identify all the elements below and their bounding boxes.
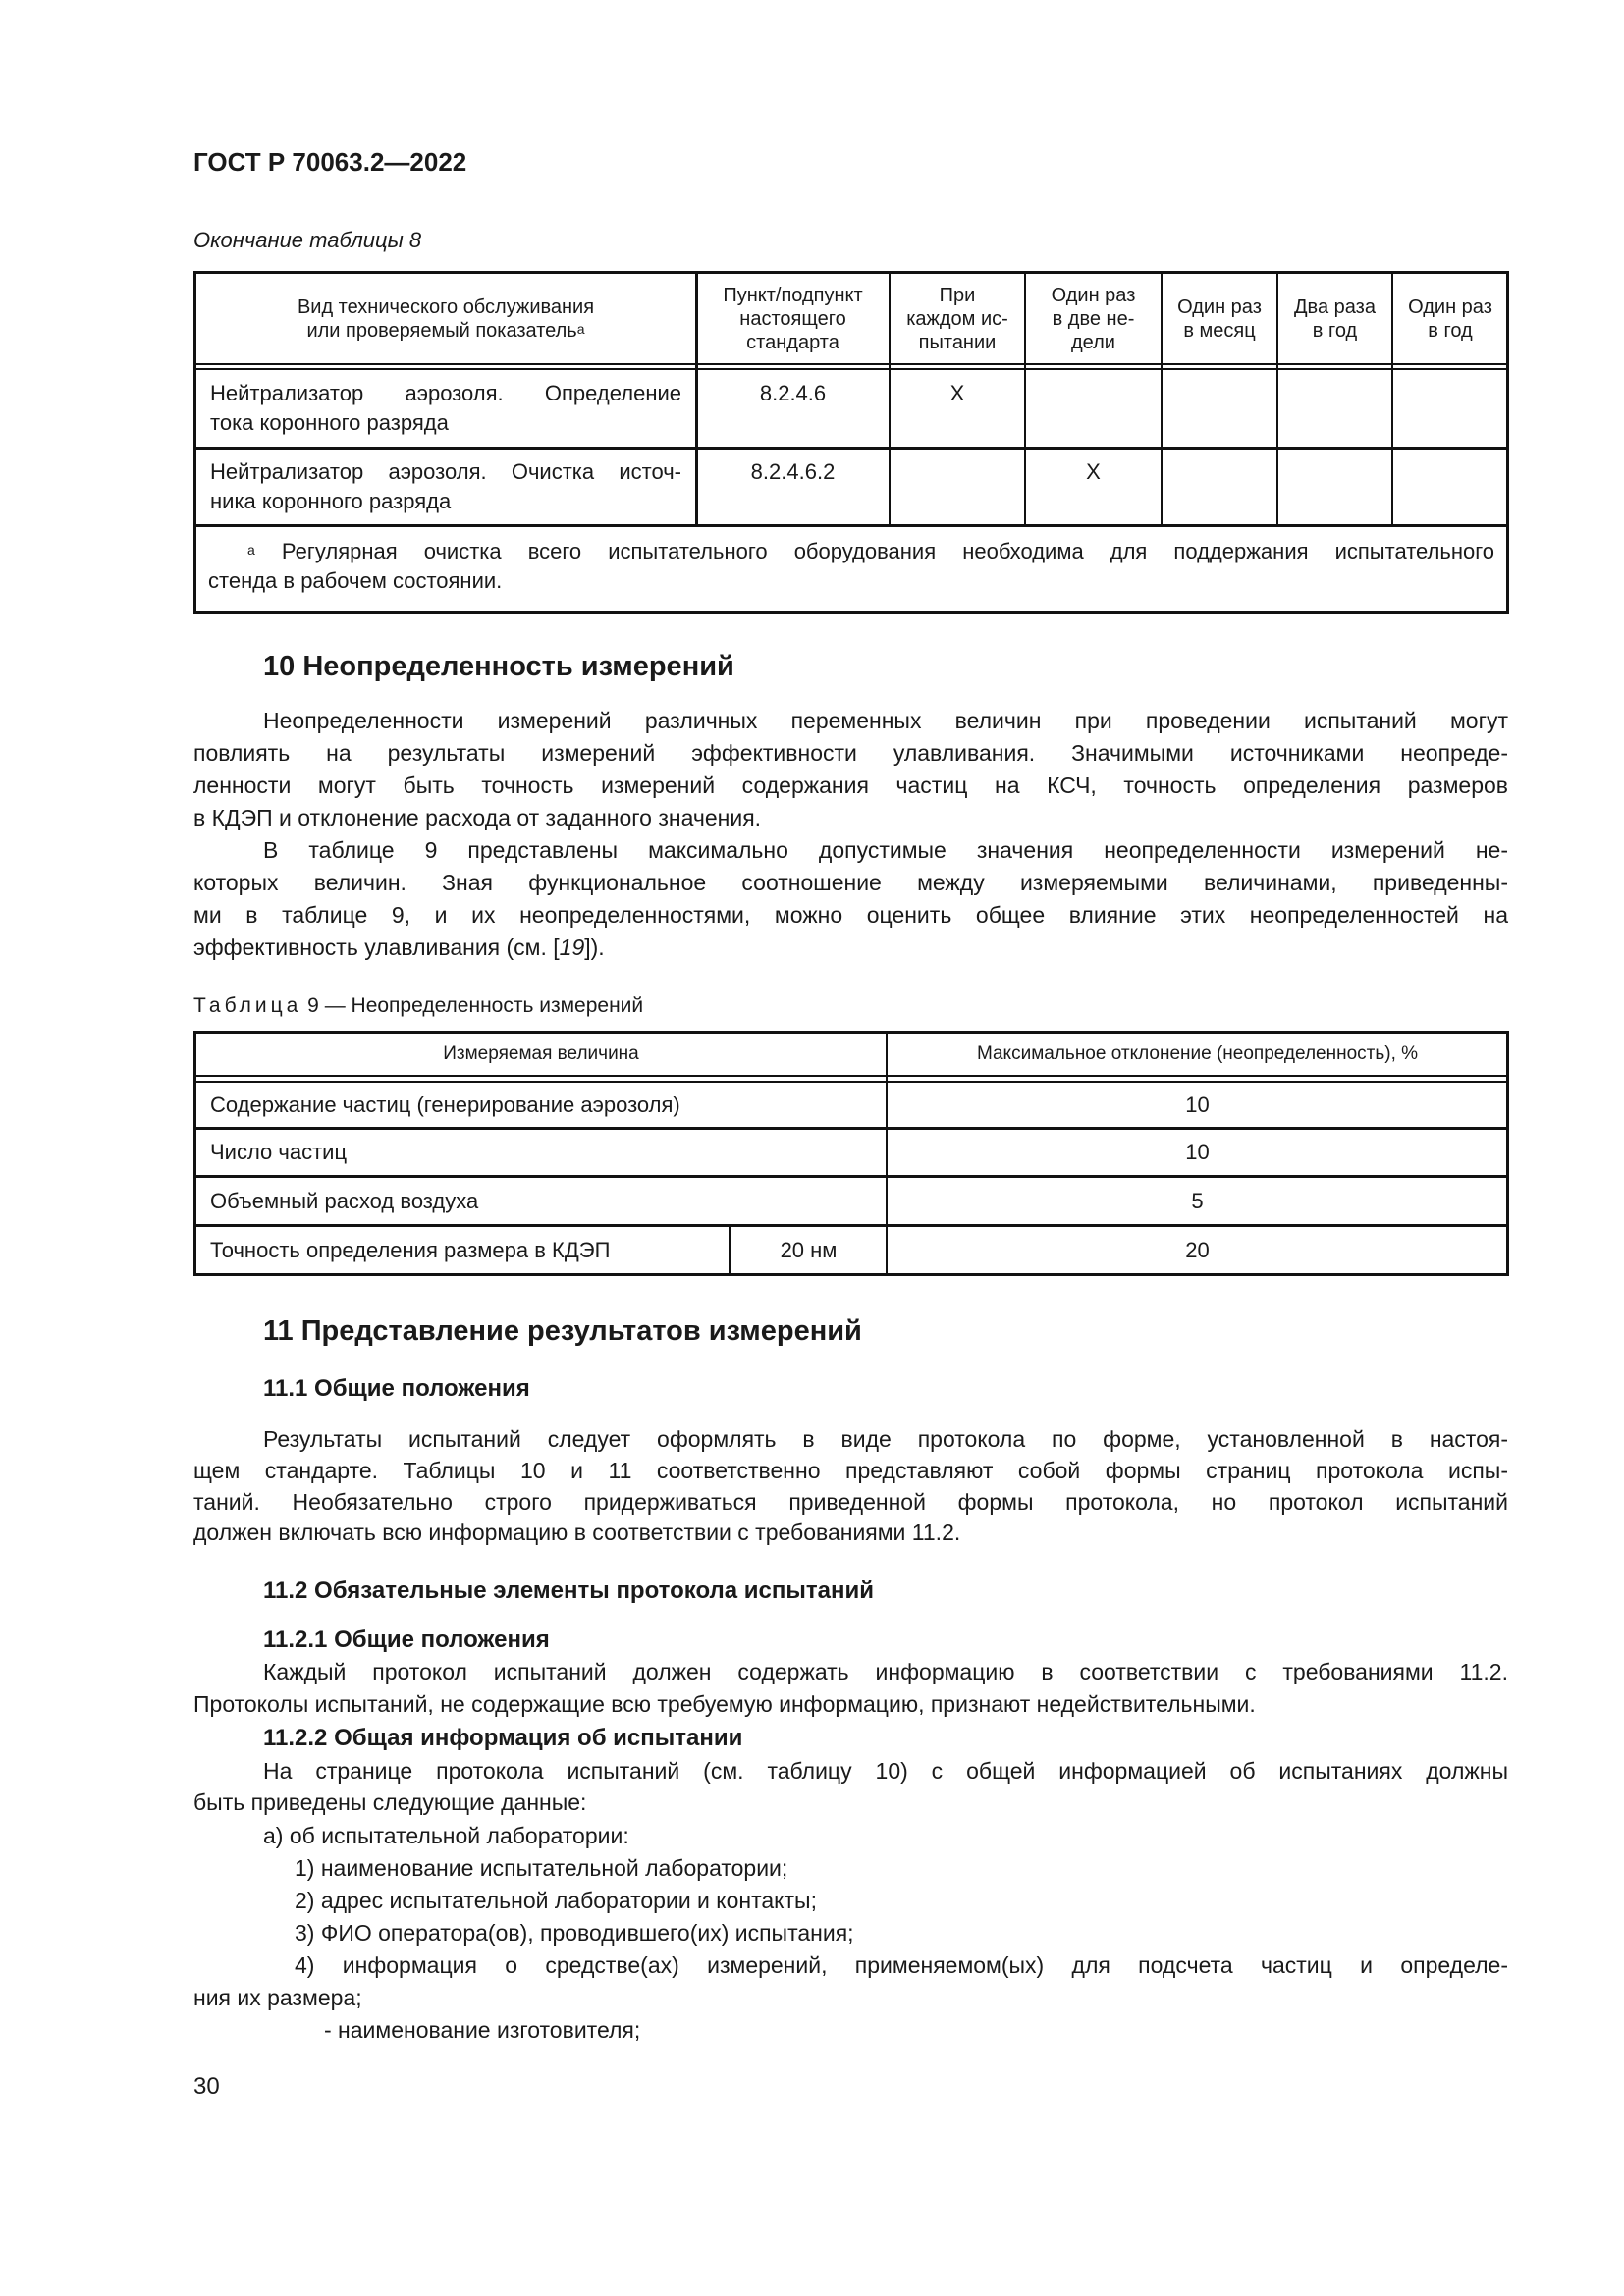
paragraph-line: щем стандарте. Таблицы 10 и 11 соответственно представляют собой формы страниц протокола испы- bbox=[193, 1458, 1508, 1483]
header-text: Вид технического обслуживания bbox=[297, 295, 595, 318]
paragraph-line: Результаты испытаний следует оформлять в виде протокола по форме, установленной в настоя- bbox=[263, 1426, 1508, 1452]
paragraph-line: В таблице 9 представлены максимально допустимые значения неопределенности измерений не- bbox=[263, 837, 1508, 863]
header-text: Два раза bbox=[1294, 295, 1376, 318]
paragraph-line: повлиять на результаты измерений эффективности улавливания. Значимыми источниками неопреде- bbox=[193, 740, 1508, 766]
header-text: дели bbox=[1071, 331, 1115, 353]
table8-header-biweekly bbox=[1026, 274, 1161, 363]
table9-row2-value: 10 bbox=[1185, 1140, 1210, 1164]
paragraph-line: Неопределенности измерений различных переменных величин при проведении испытаний могут bbox=[263, 708, 1508, 733]
table9-row4-value: 20 bbox=[1185, 1237, 1210, 1262]
table8-header-clause bbox=[697, 274, 889, 363]
table8-footnote bbox=[208, 537, 1494, 596]
table8-header-each-test bbox=[891, 274, 1024, 363]
table8-row2-mark-monthly bbox=[1163, 450, 1276, 524]
table8-row2-mark-twice-yearly bbox=[1278, 450, 1391, 524]
cell-text: тока коронного разряда bbox=[210, 410, 449, 435]
header-text: Пункт/подпункт bbox=[723, 284, 863, 306]
document-header: ГОСТ Р 70063.2—2022 bbox=[193, 147, 467, 177]
table8-header-line bbox=[193, 363, 1509, 365]
paragraph-line: которых величин. Зная функциональное соотношение между измеряемыми величинами, приведенны- bbox=[193, 870, 1508, 895]
paragraph-line: На странице протокола испытаний (см. таблицу 10) с общей информацией об испытаниях должны bbox=[263, 1758, 1508, 1784]
section-10-title: 10 Неопределенность измерений bbox=[263, 651, 734, 682]
list-subitem: - наименование изготовителя; bbox=[324, 2017, 641, 2043]
table9-header-line-double bbox=[193, 1081, 1509, 1083]
list-item: 4) информация о средстве(ах) измерений, применяемом(ых) для подсчета частиц и определе- bbox=[295, 1952, 1508, 1978]
table9-row3-value: 5 bbox=[1191, 1188, 1204, 1213]
table9-header-max-deviation: Максимальное отклонение (неопределенность), % bbox=[976, 1043, 1419, 1064]
reference-link: 19 bbox=[559, 934, 585, 960]
paragraph-line: в КДЭП и отклонение расхода от заданного значения. bbox=[193, 805, 762, 830]
table9-header-quantity: Измеряемая величина bbox=[443, 1043, 639, 1064]
table8-header-item bbox=[196, 274, 695, 363]
list-item: 1) наименование испытательной лаборатории; bbox=[295, 1855, 788, 1881]
table8-row1-clause: 8.2.4.6 bbox=[759, 381, 827, 405]
table8-header-monthly bbox=[1163, 274, 1276, 363]
list-item-continuation: ния их размера; bbox=[193, 1985, 362, 2010]
paragraph-line: ми в таблице 9, и их неопределенностями, можно оценить общее влияние этих неопределенностей на bbox=[193, 902, 1508, 928]
footnote-text: Регулярная очистка всего испытательного оборудования необходима для поддержания испытательного bbox=[281, 539, 1494, 563]
header-text: Один раз bbox=[1177, 295, 1262, 318]
table8-row1-mark-monthly bbox=[1163, 371, 1276, 447]
section-11-2-1-title: 11.2.1 Общие положения bbox=[263, 1627, 550, 1653]
page-number: 30 bbox=[193, 2073, 220, 2100]
text: эффективность улавливания (см. [ bbox=[193, 934, 560, 960]
text: ]). bbox=[584, 934, 605, 960]
header-text: в две не- bbox=[1052, 307, 1135, 330]
table8-row1-mark-twice-yearly bbox=[1278, 371, 1391, 447]
cell-text: ника коронного разряда bbox=[210, 489, 452, 513]
table8-row2-mark-each-test bbox=[891, 450, 1024, 524]
table8-header-line-double bbox=[193, 368, 1509, 370]
header-text: стандарта bbox=[746, 331, 839, 353]
cell-text: Нейтрализатор аэрозоля. Определение bbox=[210, 381, 681, 405]
table8-footnote-divider bbox=[193, 524, 1509, 527]
table8-row1-mark-biweekly bbox=[1026, 371, 1161, 447]
paragraph-line: Каждый протокол испытаний должен содержать информацию в соответствии с требованиями 11.2. bbox=[263, 1659, 1508, 1684]
footnote-mark: a bbox=[247, 542, 255, 558]
paragraph-line: быть приведены следующие данные: bbox=[193, 1789, 587, 1815]
table9-caption bbox=[193, 992, 643, 1020]
header-text: в год bbox=[1428, 319, 1473, 342]
table8-row2-item bbox=[196, 450, 695, 524]
table9-row3-quantity: Объемный расход воздуха bbox=[210, 1188, 479, 1213]
header-text: При bbox=[939, 284, 976, 306]
section-11-2-2-title: 11.2.2 Общая информация об испытании bbox=[263, 1725, 743, 1751]
header-text: каждом ис- bbox=[906, 307, 1008, 330]
table9-row2-quantity: Число частиц bbox=[210, 1140, 348, 1164]
header-text: настоящего bbox=[739, 307, 846, 330]
table8-row2-mark-yearly bbox=[1393, 450, 1507, 524]
footnote-text: стенда в рабочем состоянии. bbox=[208, 568, 503, 593]
caption-title: 9 — Неопределенность измерений bbox=[301, 994, 644, 1017]
header-text: Один раз bbox=[1408, 295, 1492, 318]
table9-header-line bbox=[193, 1075, 1509, 1077]
header-text: в год bbox=[1312, 319, 1358, 342]
paragraph-line: Протоколы испытаний, не содержащие всю требуемую информацию, признают недействительными. bbox=[193, 1691, 1256, 1717]
header-text: Один раз bbox=[1051, 284, 1136, 306]
table8-row1-mark-yearly bbox=[1393, 371, 1507, 447]
list-item: а) об испытательной лаборатории: bbox=[263, 1823, 629, 1848]
caption-label: Таблица bbox=[193, 994, 302, 1017]
cell-text: Нейтрализатор аэрозоля. Очистка источ- bbox=[210, 459, 681, 484]
paragraph-line: должен включать всю информацию в соответствии с требованиями 11.2. bbox=[193, 1520, 961, 1545]
table8-row1-item bbox=[196, 371, 695, 447]
header-text: пытании bbox=[918, 331, 997, 353]
table9-row1-quantity: Содержание частиц (генерирование аэрозоля) bbox=[210, 1093, 680, 1117]
table8-header-twice-yearly bbox=[1278, 274, 1391, 363]
table8-row2-clause: 8.2.4.6.2 bbox=[750, 459, 836, 484]
table9-row4-sub: 20 нм bbox=[780, 1237, 838, 1262]
footnote-mark: a bbox=[576, 320, 585, 337]
table9-row4-quantity: Точность определения размера в КДЭП bbox=[210, 1237, 611, 1262]
header-text: или проверяемый показатель bbox=[306, 319, 577, 342]
table8-continuation-caption: Окончание таблицы 8 bbox=[193, 228, 422, 252]
table8-row1-mark-each-test: X bbox=[949, 381, 965, 405]
section-11-title: 11 Представление результатов измерений bbox=[263, 1315, 862, 1347]
section-11-2-title: 11.2 Обязательные элементы протокола испытаний bbox=[263, 1577, 874, 1604]
section-11-1-title: 11.1 Общие положения bbox=[263, 1375, 530, 1402]
paragraph-line bbox=[193, 933, 1508, 962]
table9-row1-value: 10 bbox=[1185, 1093, 1210, 1117]
paragraph-line: ленности могут быть точность измерений содержания частиц на КСЧ, точность определения размеров bbox=[193, 773, 1508, 798]
paragraph-line: таний. Необязательно строго придерживаться приведенной формы протокола, но протокол испытаний bbox=[193, 1489, 1508, 1515]
table8-row2-mark-biweekly: X bbox=[1086, 459, 1101, 484]
header-text: в месяц bbox=[1183, 319, 1256, 342]
list-item: 3) ФИО оператора(ов), проводившего(их) испытания; bbox=[295, 1920, 854, 1946]
list-item: 2) адрес испытательной лаборатории и контакты; bbox=[295, 1888, 817, 1913]
table8-header-yearly bbox=[1393, 274, 1507, 363]
